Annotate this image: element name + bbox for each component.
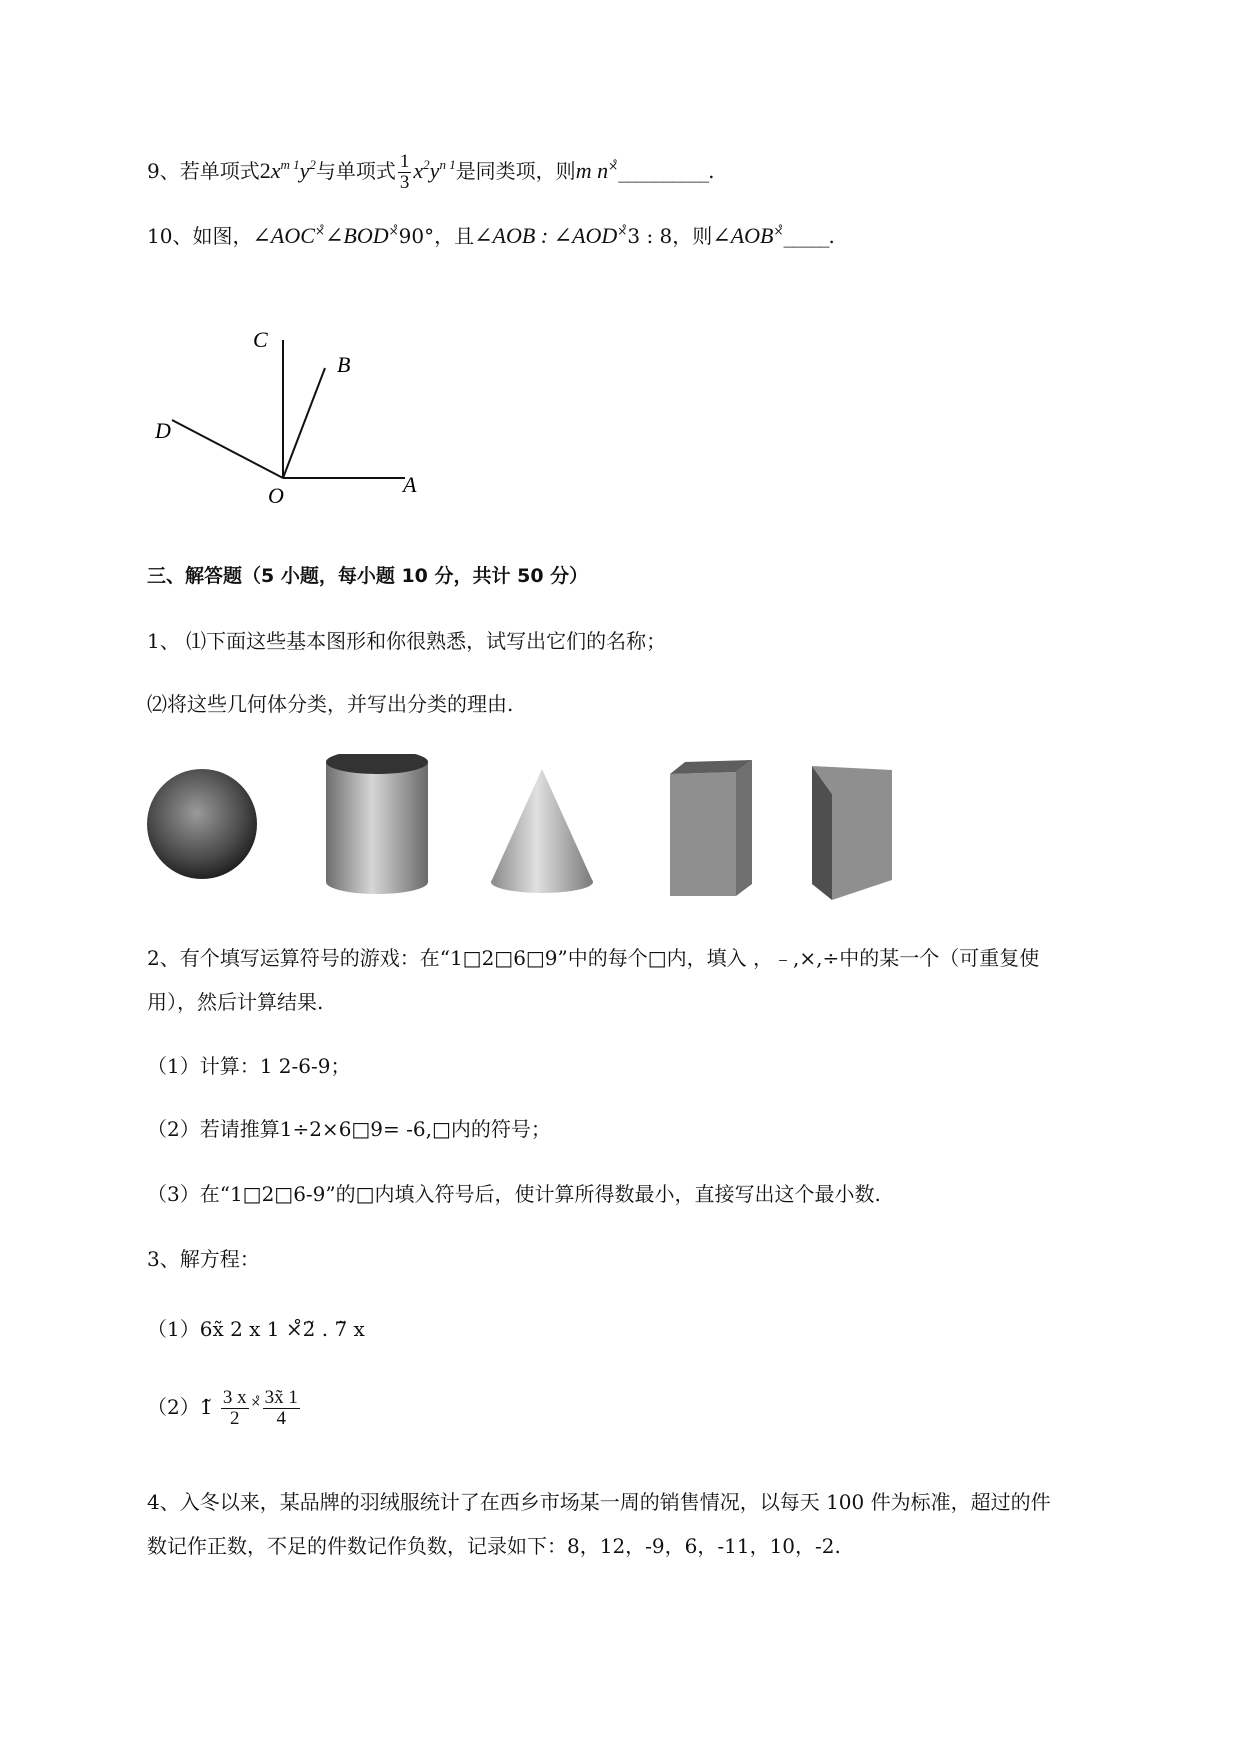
q9-noise: ×̊ [608, 159, 619, 173]
q10-end: . [828, 224, 835, 248]
q10-prefix: 10、如图， [147, 224, 253, 248]
sphere-shape [147, 769, 257, 879]
problem-3-eq2 [147, 1388, 302, 1429]
eq2-fraction-right: $\frac{3x̃ 1}{4}$ [264, 1387, 298, 1429]
label-a: A [403, 472, 417, 497]
label-b: B [337, 352, 351, 377]
q9-vars: m n [575, 158, 609, 183]
question-10 [147, 222, 835, 253]
q10-noise3: ×̊ [617, 224, 628, 238]
section-3-title: 三、解答题（5 小题，每小题 10 分，共计 50 分） [147, 565, 589, 587]
problem-1-line2: ⑵将这些几何体分类，并写出分类的理由. [147, 692, 514, 716]
q10-expr1: ∠AOC [252, 223, 315, 248]
q10-noise1: ×̊ [314, 224, 325, 238]
q9-middle: 是同类项，则 [455, 159, 576, 183]
label-o: O [268, 483, 284, 508]
q10-expr2: ∠BOD [324, 223, 389, 248]
ray-od [172, 420, 283, 478]
solids-figure [140, 754, 960, 904]
problem-3-title: 3、解方程： [147, 1247, 260, 1271]
problem-4-line2: 数记作正数，不足的件数记作负数，记录如下：8，12，-9，6，-11，10，-2. [147, 1534, 841, 1558]
q9-prefix: 9、若单项式 [147, 159, 260, 183]
problem-2-sub3: （3）在“1□2□6-9”的□内填入符号后，使计算所得数最小，直接写出这个最小数. [147, 1182, 881, 1206]
q10-mid: ，且 [434, 224, 475, 248]
problem-2-line2: 用），然后计算结果. [147, 990, 324, 1014]
label-d: D [155, 418, 171, 443]
question-9 [147, 152, 715, 193]
q10-answer-blank: _____ [783, 224, 829, 248]
q10-noise2: ×̊ [388, 224, 399, 238]
q10-noise4: ×̊ [773, 224, 784, 238]
q10-value: 90° [398, 224, 435, 248]
cone-shape [491, 769, 593, 893]
ray-ob [283, 368, 325, 478]
eq2-noise: ×̊ [250, 1395, 261, 1409]
problem-3-eq1: （1）6x̃ 2 x 1 ×̊2̃ . 7̃ x [147, 1317, 365, 1341]
label-c: C [253, 327, 268, 352]
q9-end: . [708, 159, 715, 183]
q10-expr4: ∠AOB [712, 223, 774, 248]
eq2-fraction-left: $\frac{3 x}{2}$ [222, 1387, 247, 1429]
triangular-prism-shape [812, 766, 892, 900]
q9-answer-blank: __________ [618, 159, 709, 183]
q10-expr3: ∠AOB : ∠AOD [474, 223, 618, 248]
eq2-prefix: （2）1̃ [147, 1395, 213, 1419]
problem-4-line1: 4、入冬以来，某品牌的羽绒服统计了在西乡市场某一周的销售情况，以每天 100 件为标准，超过的件 [147, 1490, 1051, 1514]
problem-2-sub2: （2）若请推算1÷2×6□9= -6,□内的符号； [147, 1117, 551, 1141]
problem-2-line1: 2、有个填写运算符号的游戏：在“1□2□6□9”中的每个□内，填入 ，﹣,×,÷中的某一个（可重复使 [147, 946, 1040, 970]
cylinder-shape [326, 754, 428, 894]
problem-2-sub1: （1）计算：1 2-6-9； [147, 1054, 351, 1078]
q9-fraction: $\frac{1}{3}$ [399, 151, 410, 193]
q9-mono1: $2x^{m 1}y^2$ [259, 157, 316, 183]
cuboid-shape [670, 760, 752, 896]
angle-figure [140, 318, 440, 518]
q10-ratio: 3 : 8 [627, 224, 673, 248]
problem-1-line1: 1、 ⑴下面这些基本图形和你很熟悉，试写出它们的名称； [147, 629, 667, 653]
q9-mono2: $x^2y^{n 1}$ [413, 157, 456, 183]
q9-connector: 与单项式 [315, 159, 396, 183]
q10-then: ，则 [672, 224, 713, 248]
